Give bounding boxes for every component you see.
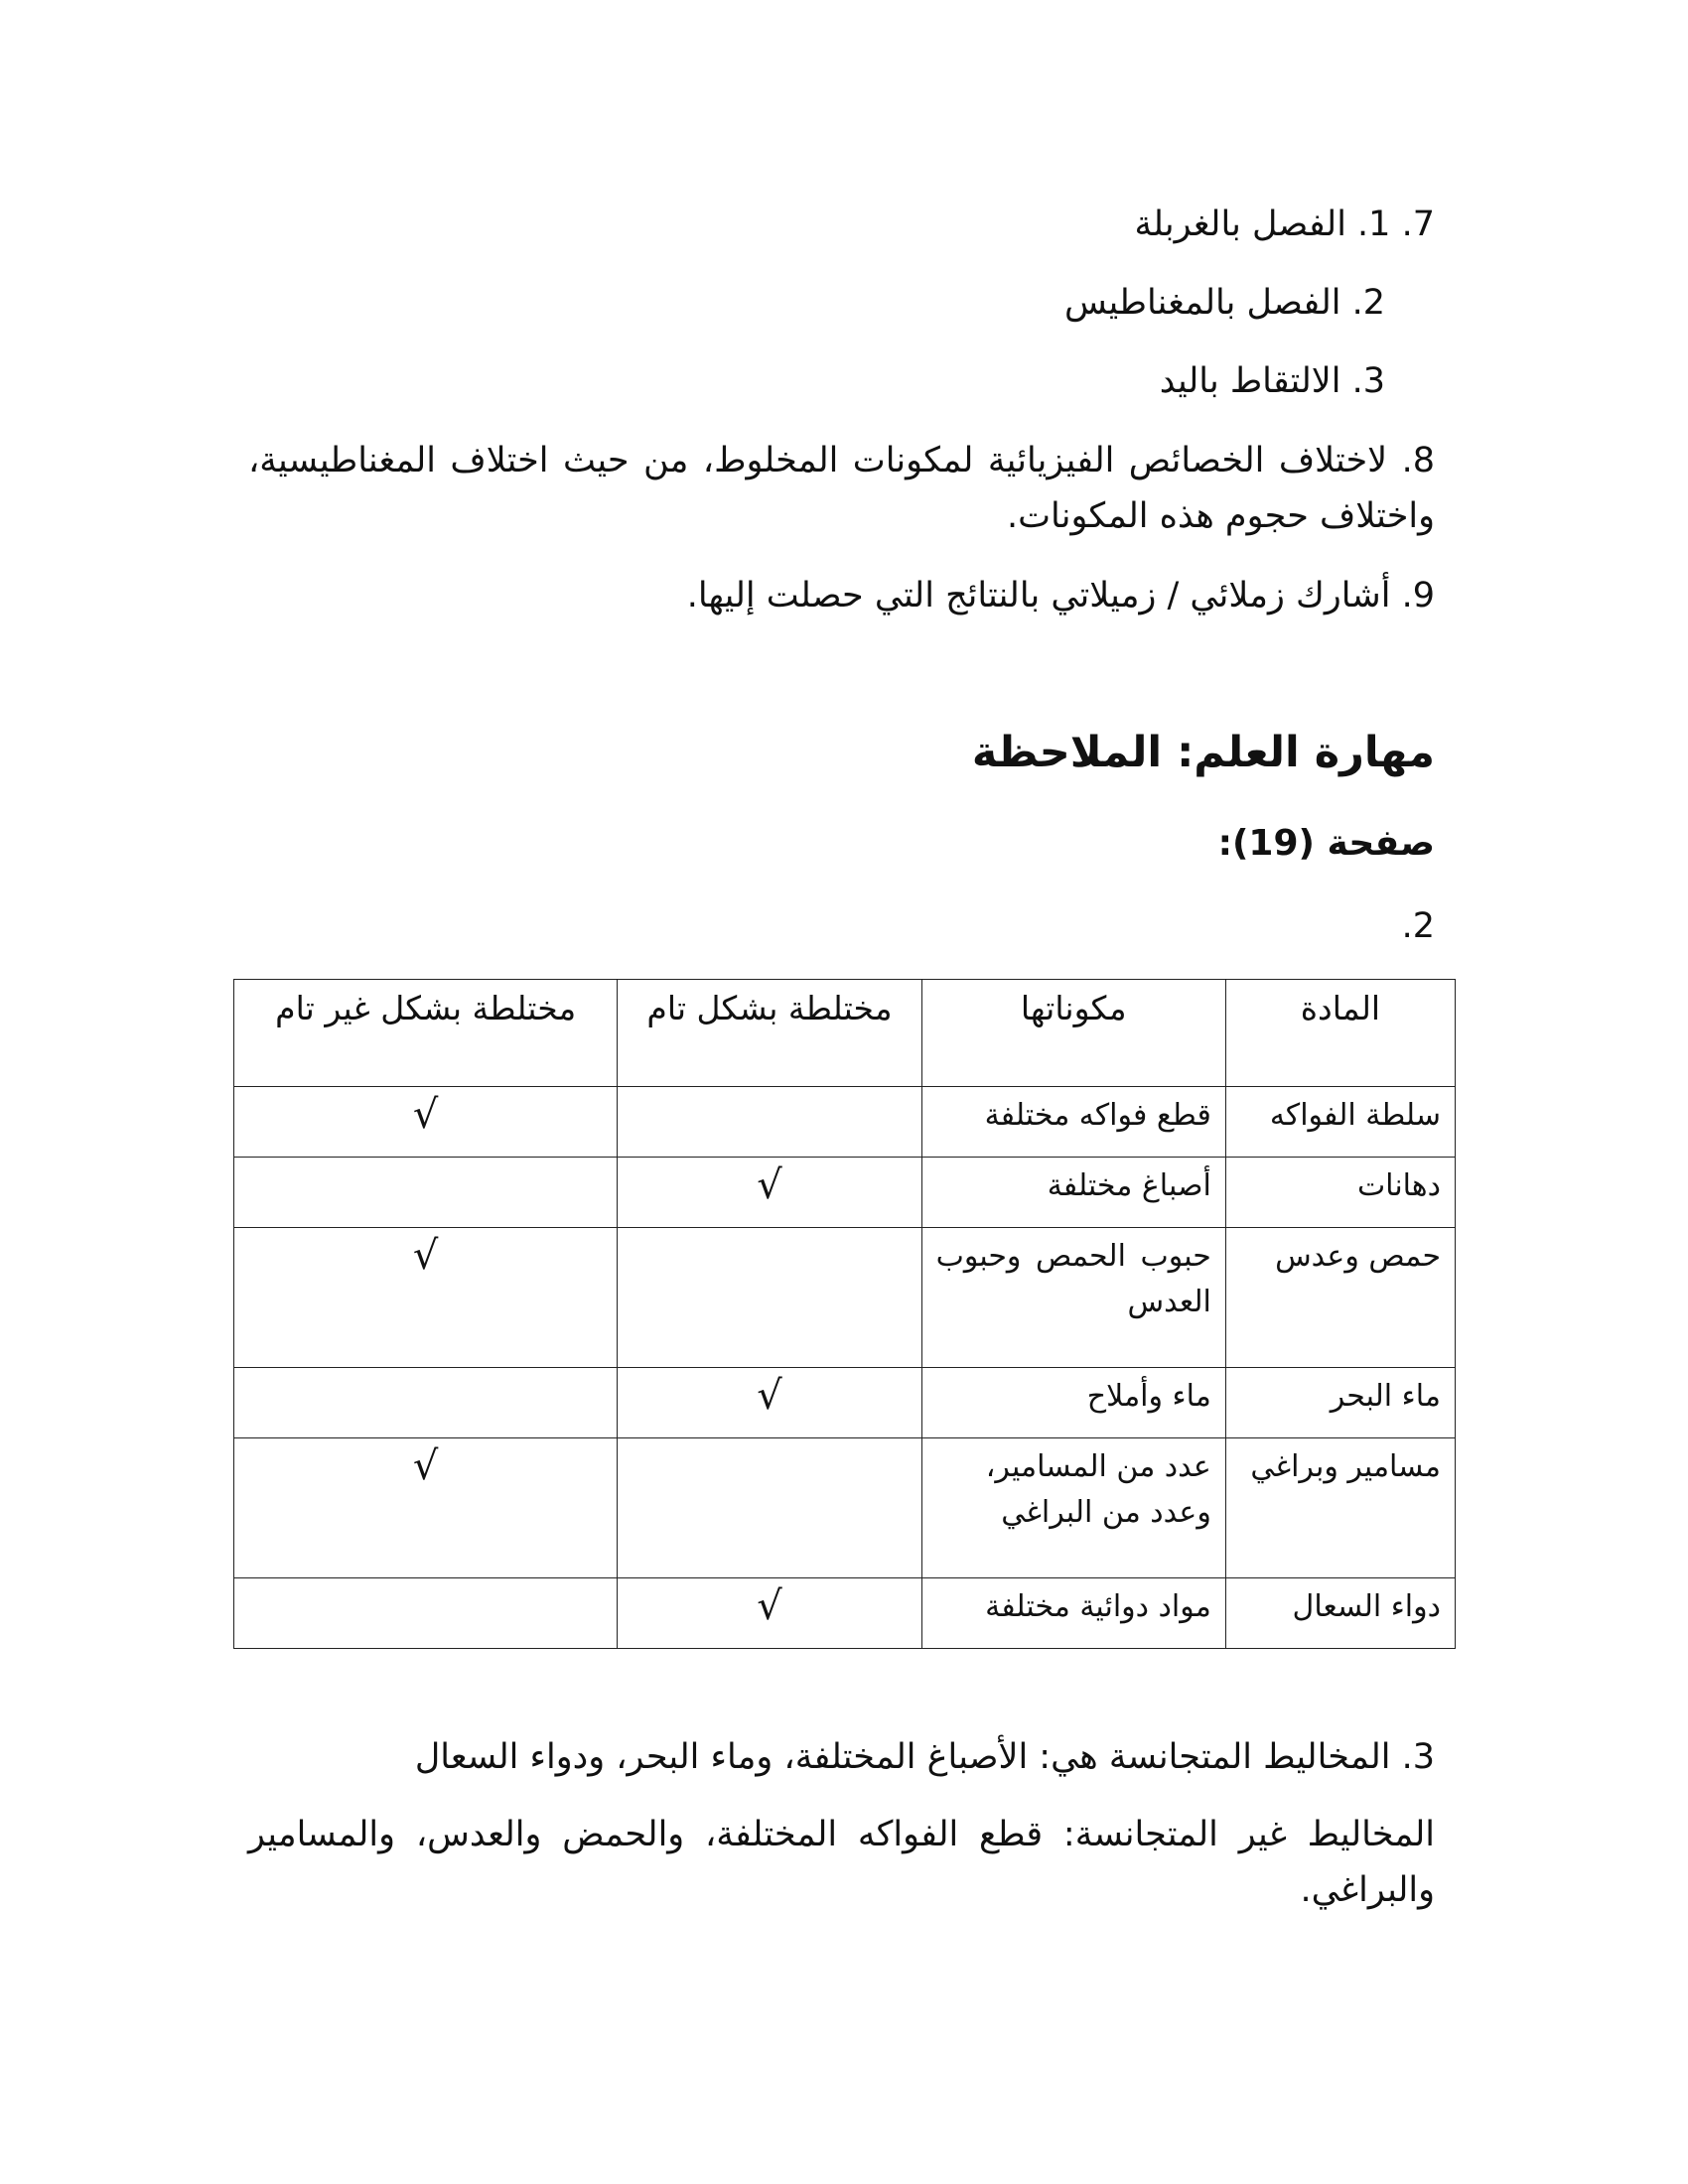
cell-incomplete [234, 1158, 618, 1228]
cell-components: حبوب الحمص وحبوب العدس [921, 1228, 1225, 1368]
cell-components: عدد من المسامير، وعدد من البراغي [921, 1438, 1225, 1578]
table-header-row [234, 980, 1456, 1087]
item-7-line-3: 3. الالتقاط باليد [1159, 361, 1385, 401]
table-row [234, 1158, 1456, 1228]
question-number: 2. [1401, 906, 1435, 946]
cell-incomplete [234, 1578, 618, 1649]
cell-substance: دواء السعال [1225, 1578, 1455, 1649]
table-row [234, 1578, 1456, 1649]
cell-complete: √ [618, 1578, 921, 1649]
header-components: مكوناتها [921, 980, 1225, 1087]
page-reference: صفحة (19): [1217, 823, 1435, 864]
table-row [234, 1368, 1456, 1438]
cell-substance: حمص وعدس [1225, 1228, 1455, 1368]
cell-incomplete [234, 1368, 618, 1438]
cell-components: ماء وأملاح [921, 1368, 1225, 1438]
cell-components: مواد دوائية مختلفة [921, 1578, 1225, 1649]
answer-heterogeneous: المخاليط غير المتجانسة: قطع الفواكه المختلفة، والحمض والعدس، والمسامير والبراغي. [248, 1815, 1435, 1910]
cell-complete: √ [618, 1368, 921, 1438]
cell-complete [618, 1438, 921, 1578]
item-9-line: 9. أشارك زملائي / زميلاتي بالنتائج التي حصلت إليها. [686, 576, 1435, 615]
cell-incomplete: √ [234, 1087, 618, 1158]
item-8-paragraph: 8. لاختلاف الخصائص الفيزيائية لمكونات المخلوط، من حيث اختلاف المغناطيسية، واختلاف حجوم هذه المكونات. [248, 441, 1435, 536]
header-incomplete: مختلطة بشكل غير تام [234, 980, 618, 1087]
cell-complete: √ [618, 1158, 921, 1228]
observation-table [233, 979, 1456, 1649]
cell-incomplete: √ [234, 1228, 618, 1368]
cell-substance: مسامير وبراغي [1225, 1438, 1455, 1578]
cell-incomplete: √ [234, 1438, 618, 1578]
item-7-line-2: 2. الفصل بالمغناطيس [1063, 283, 1385, 323]
header-substance: المادة [1225, 980, 1455, 1087]
section-heading: مهارة العلم: الملاحظة [971, 728, 1435, 777]
cell-substance: ماء البحر [1225, 1368, 1455, 1438]
item-7-line-1: 7. 1. الفصل بالغربلة [1134, 205, 1435, 244]
answer-homogeneous: 3. المخاليط المتجانسة هي: الأصباغ المختلفة، وماء البحر، ودواء السعال [414, 1737, 1435, 1777]
cell-substance: سلطة الفواكه [1225, 1087, 1455, 1158]
table-row [234, 1087, 1456, 1158]
header-complete: مختلطة بشكل تام [618, 980, 921, 1087]
cell-complete [618, 1228, 921, 1368]
cell-substance: دهانات [1225, 1158, 1455, 1228]
cell-components: قطع فواكه مختلفة [921, 1087, 1225, 1158]
cell-components: أصباغ مختلفة [921, 1158, 1225, 1228]
table-row [234, 1228, 1456, 1368]
cell-complete [618, 1087, 921, 1158]
table-row [234, 1438, 1456, 1578]
